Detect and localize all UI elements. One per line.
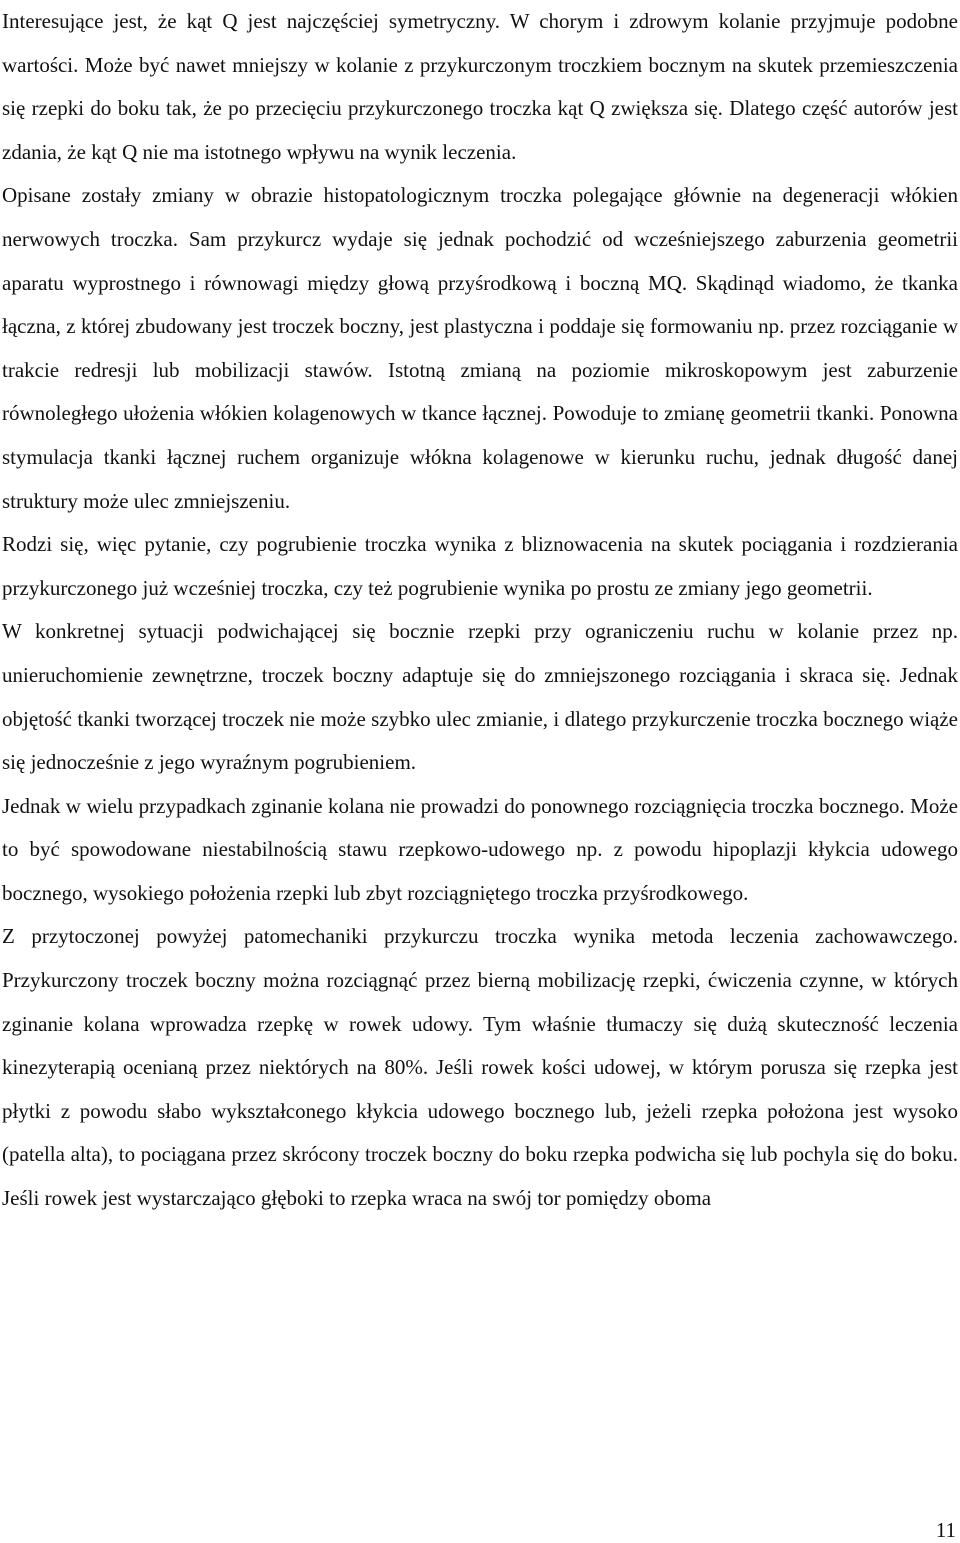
paragraph-question: Rodzi się, więc pytanie, czy pogrubienie troczka wynika z bliznowacenia na skutek pociągania i rozdzierania przykurczonego już wcześniej troczka, czy też pogrubienie wynika po prostu ze zmiany jego geometrii. — [2, 532, 958, 600]
document-body — [2, 0, 958, 1221]
paragraph-specific-situation: W konkretnej sytuacji podwichającej się bocznie rzepki przy ograniczeniu ruchu w kolanie przez np. unieruchomienie zewnętrzne, troczek boczny adaptuje się do zmniejszonego rozciągania i skraca się. Jednak objętość tkanki tworzącej troczek nie może szybko ulec zmianie, i dlatego przykurczenie troczka bocznego wiąże się jednocześnie z jego wyraźnym pogrubieniem. — [2, 619, 958, 775]
paragraph-conservative-treatment: Z przytoczonej powyżej patomechaniki przykurczu troczka wynika metoda leczenia zachowawczego. Przykurczony troczek boczny można rozciągnąć przez bierną mobilizację rzepki, ćwiczenia czynne, w których zginanie kolana wprowadza rzepkę w rowek udowy. Tym właśnie tłumaczy się dużą skuteczność leczenia kinezyterapią ocenianą przez niektórych na 80%. Jeśli rowek kości udowej, w którym porusza się rzepka jest płytki z powodu słabo wykształconego kłykcia udowego bocznego lub, jeżeli rzepka położona jest wysoko (patella alta), to pociągana przez skrócony troczek boczny do boku rzepka podwicha się lub pochyla się do boku. Jeśli rowek jest wystarczająco głęboki to rzepka wraca na swój tor pomiędzy oboma — [2, 924, 958, 1211]
paragraph-knee-flexion: Jednak w wielu przypadkach zginanie kolana nie prowadzi do ponownego rozciągnięcia troczka bocznego. Może to być spowodowane niestabilnością stawu rzepkowo-udowego np. z powodu hipoplazji kłykcia udowego bocznego, wysokiego położenia rzepki lub zbyt rozciągniętego troczka przyśrodkowego. — [2, 793, 958, 905]
paragraph-q-angle: Interesujące jest, że kąt Q jest najczęściej symetryczny. W chorym i zdrowym kolanie przyjmuje podobne wartości. Może być nawet mniejszy w kolanie z przykurczonym troczkiem bocznym na skutek przemieszczenia się rzepki do boku tak, że po przecięciu przykurczonego troczka kąt Q zwiększa się. Dlatego część autorów jest zdania, że kąt Q nie ma istotnego wpływu na wynik leczenia. — [2, 9, 958, 164]
page-number: 11 — [935, 1518, 956, 1542]
paragraph-histopathology: Opisane zostały zmiany w obrazie histopatologicznym troczka polegające głównie na degeneracji włókien nerwowych troczka. Sam przykurcz wydaje się jednak pochodzić od wcześniejszego zaburzenia geometrii aparatu wyprostnego i równowagi między głową przyśrodkową i boczną MQ. Skądinąd wiadomo, że tkanka łączna, z której zbudowany jest troczek boczny, jest plastyczna i poddaje się formowaniu np. przez rozciąganie w trakcie redresji lub mobilizacji stawów. Istotną zmianą na poziomie mikroskopowym jest zaburzenie równoległego ułożenia włókien kolagenowych w tkance łącznej. Powoduje to zmianę geometrii tkanki. Ponowna stymulacja tkanki łącznej ruchem organizuje włókna kolagenowe w kierunku ruchu, jednak długość danej struktury może ulec zmniejszeniu. — [2, 183, 958, 513]
